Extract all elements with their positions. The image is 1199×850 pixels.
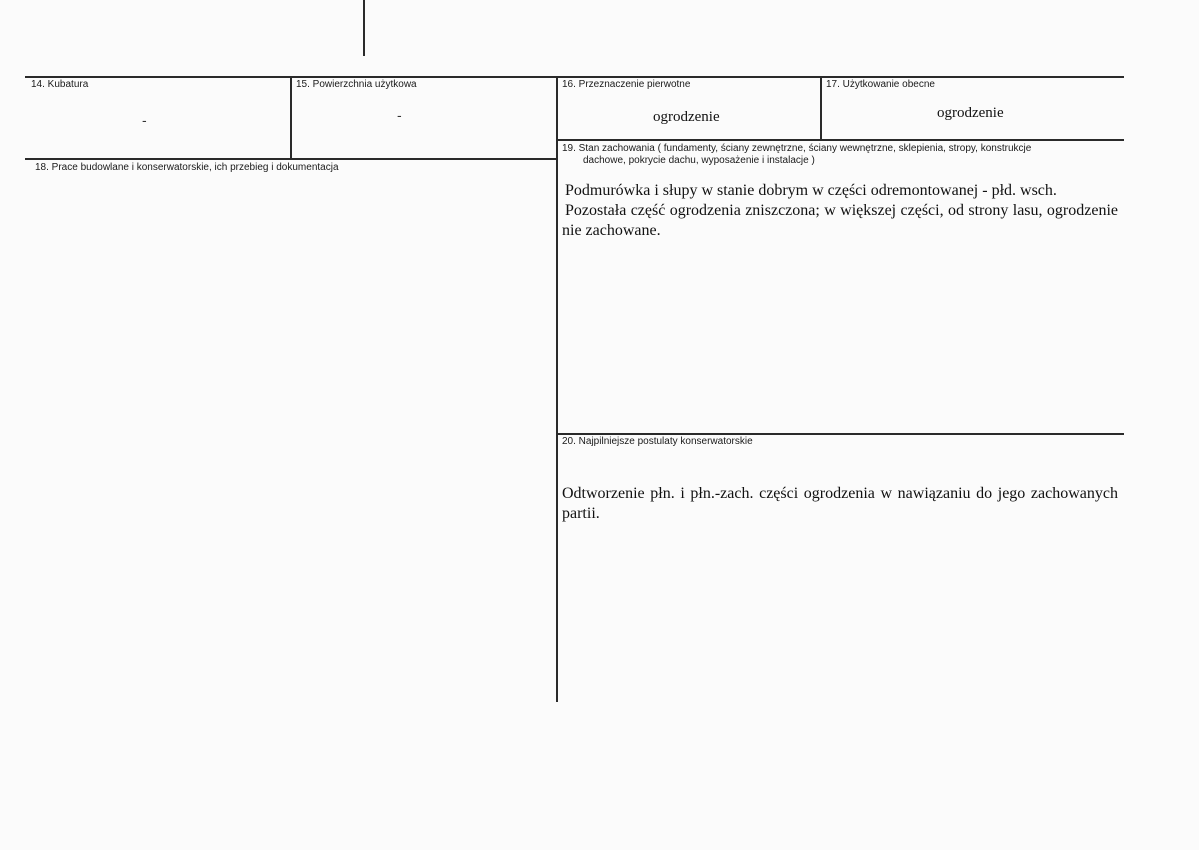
row-divider-19-20 xyxy=(556,433,1124,435)
field-19-text-line1: Podmurówka i słupy w stanie dobrym w części odremontowanej - płd. wsch. xyxy=(565,182,1057,199)
field-17-value: ogrodzenie xyxy=(937,105,1004,121)
top-divider-line xyxy=(363,0,365,56)
field-19-label-cont: dachowe, pokrycie dachu, wyposażenie i instalacje ) xyxy=(583,155,815,166)
row-divider-left xyxy=(25,158,556,160)
row-divider-right xyxy=(556,139,1124,141)
field-20-text: Odtworzenie płn. i płn.-zach. części ogrodzenia w nawiązaniu do jego zachowanych partii. xyxy=(562,485,1118,522)
field-15-value: - xyxy=(397,107,402,123)
col-divider-16-17 xyxy=(820,76,822,140)
field-15-label: 15. Powierzchnia użytkowa xyxy=(296,79,417,90)
field-19-label: 19. Stan zachowania ( fundamenty, ściany zewnętrzne, ściany wewnętrzne, sklepienia, stropy, konstrukcje xyxy=(562,143,1032,154)
field-19-text-body: Pozostała część ogrodzenia zniszczona; w większej części, od strony lasu, ogrodzenie nie zachowane. xyxy=(562,202,1118,239)
col-divider-main xyxy=(556,76,558,702)
field-18-label: 18. Prace budowlane i konserwatorskie, ich przebieg i dokumentacja xyxy=(35,162,339,173)
field-14-value: - xyxy=(142,112,147,128)
field-20-label: 20. Najpilniejsze postulaty konserwatorskie xyxy=(562,436,753,447)
field-14-label: 14. Kubatura xyxy=(31,79,89,90)
field-17-label: 17. Użytkowanie obecne xyxy=(826,79,935,90)
field-16-value: ogrodzenie xyxy=(653,109,720,125)
col-divider-14-15 xyxy=(290,76,292,158)
field-16-label: 16. Przeznaczenie pierwotne xyxy=(562,79,691,90)
top-border-line xyxy=(25,76,1124,78)
